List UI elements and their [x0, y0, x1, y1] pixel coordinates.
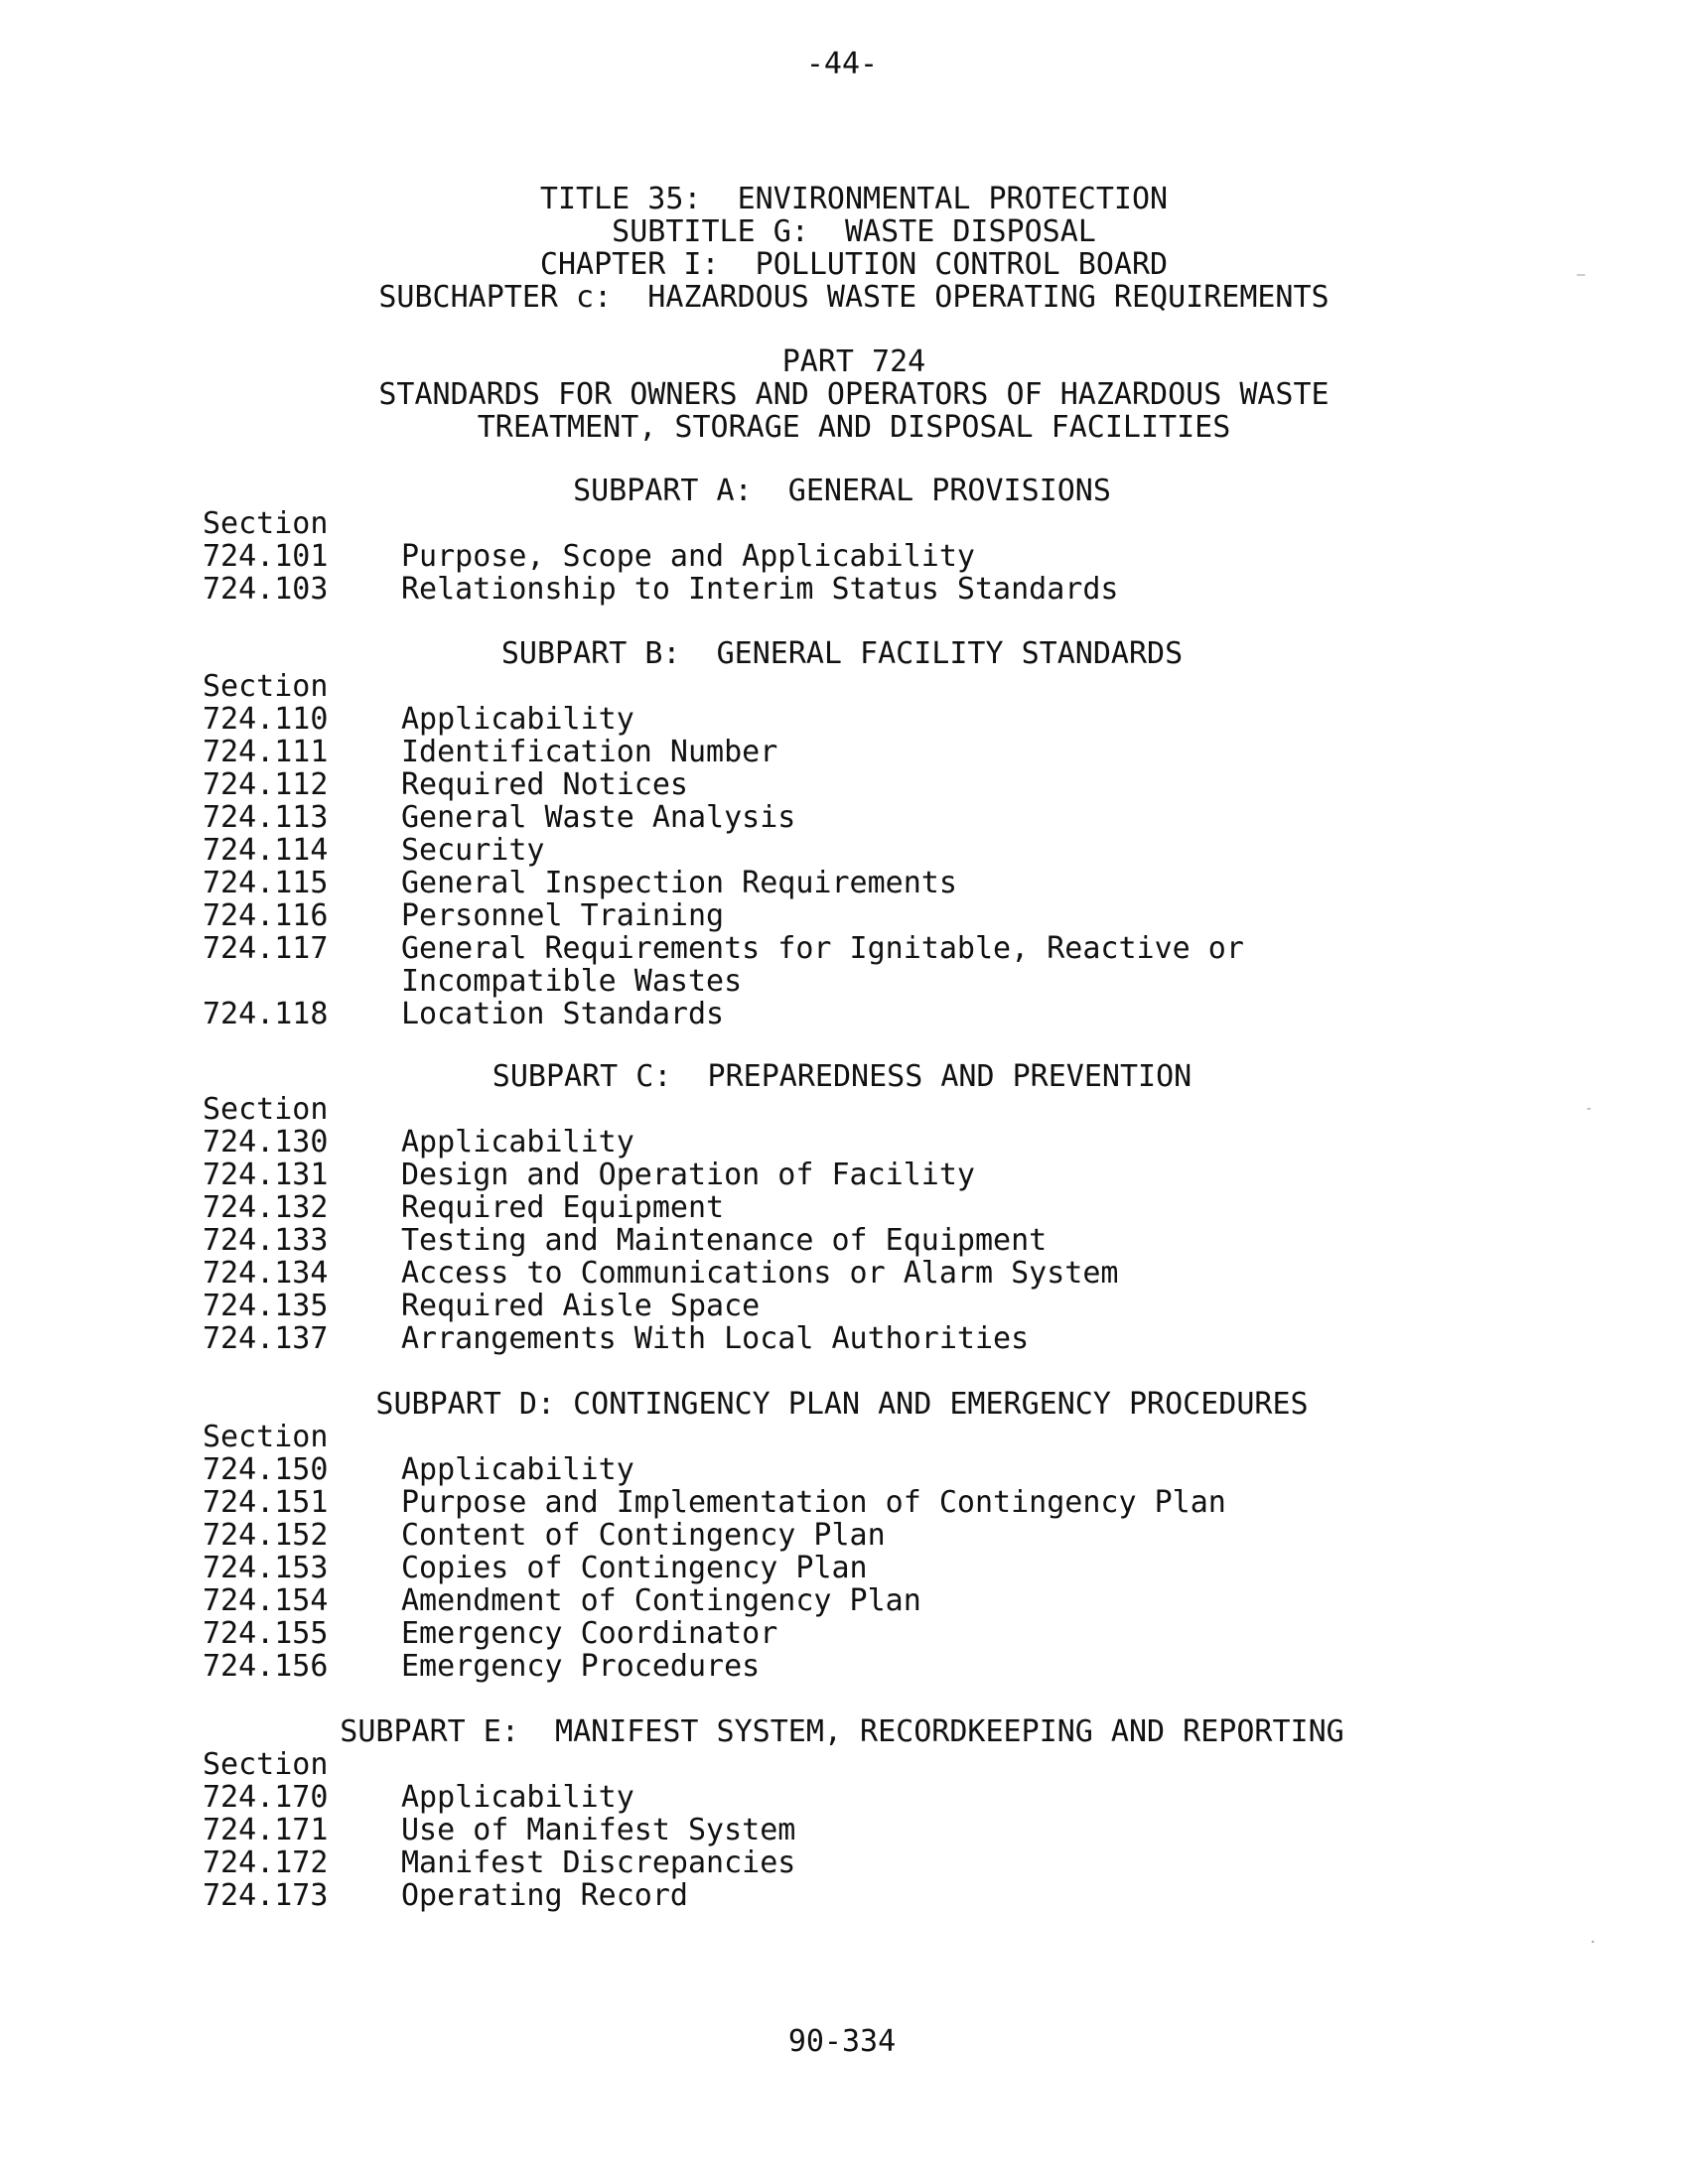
- section-name: Identification Number: [401, 735, 778, 769]
- section-row: [0, 899, 1684, 932]
- section-number: 724.172: [203, 1845, 329, 1880]
- subpart-d: [0, 1388, 1684, 1683]
- section-name: Security: [401, 833, 545, 868]
- section-row: [0, 1650, 1684, 1683]
- part-title-line-1: STANDARDS FOR OWNERS AND OPERATORS OF HAZARDOUS WASTE: [378, 377, 1330, 412]
- scan-speck: -: [1585, 1101, 1594, 1117]
- section-name: Required Notices: [401, 767, 688, 802]
- section-row: [0, 1159, 1684, 1191]
- section-row: [0, 1519, 1684, 1552]
- part-title-line-2: TREATMENT, STORAGE AND DISPOSAL FACILITIES: [477, 410, 1231, 445]
- section-name: Applicability: [401, 1125, 634, 1160]
- section-number: 724.132: [203, 1190, 329, 1225]
- section-number: 724.131: [203, 1158, 329, 1192]
- subpart-heading: SUBPART A: GENERAL PROVISIONS: [573, 474, 1111, 508]
- section-column-label: Section: [203, 1420, 329, 1454]
- section-name: Location Standards: [401, 997, 725, 1031]
- section-number: 724.116: [203, 898, 329, 933]
- section-number: 724.114: [203, 833, 329, 868]
- section-name: Content of Contingency Plan: [401, 1518, 886, 1553]
- section-name: Personnel Training: [401, 898, 725, 933]
- section-number: 724.117: [203, 931, 329, 966]
- page-footer-number: 90-334: [787, 2024, 897, 2059]
- section-number: 724.111: [203, 735, 329, 769]
- section-name: Testing and Maintenance of Equipment: [401, 1223, 1048, 1258]
- section-name: Design and Operation of Facility: [401, 1158, 975, 1192]
- section-number: 724.155: [203, 1616, 329, 1651]
- section-row: [0, 1846, 1684, 1879]
- scan-speck: ·: [1589, 1935, 1598, 1951]
- section-name: Relationship to Interim Status Standards: [401, 572, 1119, 607]
- section-row: [0, 703, 1684, 736]
- subpart-heading: SUBPART D: CONTINGENCY PLAN AND EMERGENCY PROCEDURES: [375, 1387, 1309, 1422]
- section-row: [0, 1617, 1684, 1650]
- section-row: [0, 1879, 1684, 1912]
- section-name: Use of Manifest System: [401, 1813, 796, 1847]
- section-number: 724.156: [203, 1649, 329, 1684]
- section-row: [0, 1257, 1684, 1290]
- subtitle-line: SUBTITLE G: WASTE DISPOSAL: [612, 214, 1096, 249]
- section-number: 724.101: [203, 539, 329, 574]
- section-name: Required Aisle Space: [401, 1289, 761, 1323]
- section-number: 724.152: [203, 1518, 329, 1553]
- section-number: 724.110: [203, 702, 329, 737]
- section-name: Amendment of Contingency Plan: [401, 1583, 921, 1618]
- section-number: 724.151: [203, 1485, 329, 1520]
- subpart-e: [0, 1715, 1684, 1912]
- section-name: Emergency Procedures: [401, 1649, 761, 1684]
- section-name: Required Equipment: [401, 1190, 725, 1225]
- section-number: 724.170: [203, 1780, 329, 1815]
- subchapter-line: SUBCHAPTER c: HAZARDOUS WASTE OPERATING REQUIREMENTS: [378, 280, 1330, 315]
- section-name: Applicability: [401, 1452, 634, 1487]
- section-name: Applicability: [401, 1780, 634, 1815]
- section-row: [0, 998, 1684, 1030]
- section-column-label: Section: [203, 669, 329, 704]
- section-row: [0, 573, 1684, 606]
- section-row: [0, 834, 1684, 867]
- section-number: 724.118: [203, 997, 329, 1031]
- regulation-title-block: [258, 183, 1450, 314]
- section-row: [0, 867, 1684, 899]
- subpart-c: [0, 1060, 1684, 1355]
- section-number: 724.137: [203, 1321, 329, 1356]
- section-number: 724.113: [203, 800, 329, 835]
- section-number: 724.173: [203, 1878, 329, 1913]
- section-row: [0, 1191, 1684, 1224]
- section-name: General Requirements for Ignitable, Reactive or Incompatible Wastes: [401, 931, 1244, 999]
- part-heading-block: [258, 345, 1450, 444]
- subpart-heading: SUBPART C: PREPAREDNESS AND PREVENTION: [491, 1059, 1193, 1094]
- section-row: [0, 736, 1684, 768]
- section-row: [0, 540, 1684, 573]
- subpart-b: [0, 637, 1684, 1030]
- section-number: 724.112: [203, 767, 329, 802]
- section-row: [0, 1486, 1684, 1519]
- section-number: 724.150: [203, 1452, 329, 1487]
- chapter-line: CHAPTER I: POLLUTION CONTROL BOARD: [539, 247, 1169, 282]
- section-row: [0, 801, 1684, 834]
- section-row: [0, 932, 1684, 998]
- section-column-label: Section: [203, 506, 329, 541]
- section-row: [0, 1290, 1684, 1322]
- section-number: 724.135: [203, 1289, 329, 1323]
- section-name: Applicability: [401, 702, 634, 737]
- section-column-label: Section: [203, 1747, 329, 1782]
- section-number: 724.153: [203, 1551, 329, 1585]
- section-row: [0, 1552, 1684, 1584]
- section-name: General Inspection Requirements: [401, 866, 957, 900]
- section-name: Copies of Contingency Plan: [401, 1551, 868, 1585]
- title-line: TITLE 35: ENVIRONMENTAL PROTECTION: [539, 182, 1169, 216]
- section-name: Manifest Discrepancies: [401, 1845, 796, 1880]
- section-row: [0, 768, 1684, 801]
- section-row: [0, 1781, 1684, 1814]
- section-row: [0, 1322, 1684, 1355]
- section-number: 724.115: [203, 866, 329, 900]
- subpart-heading: SUBPART E: MANIFEST SYSTEM, RECORDKEEPING AND REPORTING: [340, 1714, 1344, 1749]
- section-name: Arrangements With Local Authorities: [401, 1321, 1030, 1356]
- section-row: [0, 1126, 1684, 1159]
- scan-speck: —: [1577, 267, 1586, 283]
- section-name: Emergency Coordinator: [401, 1616, 778, 1651]
- page-number: -44-: [805, 47, 879, 81]
- section-number: 724.103: [203, 572, 329, 607]
- section-name: Purpose, Scope and Applicability: [401, 539, 975, 574]
- section-row: [0, 1224, 1684, 1257]
- section-number: 724.134: [203, 1256, 329, 1291]
- section-number: 724.171: [203, 1813, 329, 1847]
- section-name: Access to Communications or Alarm System: [401, 1256, 1119, 1291]
- subpart-a: [0, 475, 1684, 606]
- section-row: [0, 1584, 1684, 1617]
- section-number: 724.130: [203, 1125, 329, 1160]
- section-row: [0, 1814, 1684, 1846]
- section-name: Operating Record: [401, 1878, 688, 1913]
- subpart-heading: SUBPART B: GENERAL FACILITY STANDARDS: [500, 636, 1184, 671]
- section-column-label: Section: [203, 1092, 329, 1127]
- part-number: PART 724: [781, 344, 926, 379]
- section-name: Purpose and Implementation of Contingency Plan: [401, 1485, 1226, 1520]
- section-number: 724.154: [203, 1583, 329, 1618]
- section-row: [0, 1453, 1684, 1486]
- section-number: 724.133: [203, 1223, 329, 1258]
- section-name: General Waste Analysis: [401, 800, 796, 835]
